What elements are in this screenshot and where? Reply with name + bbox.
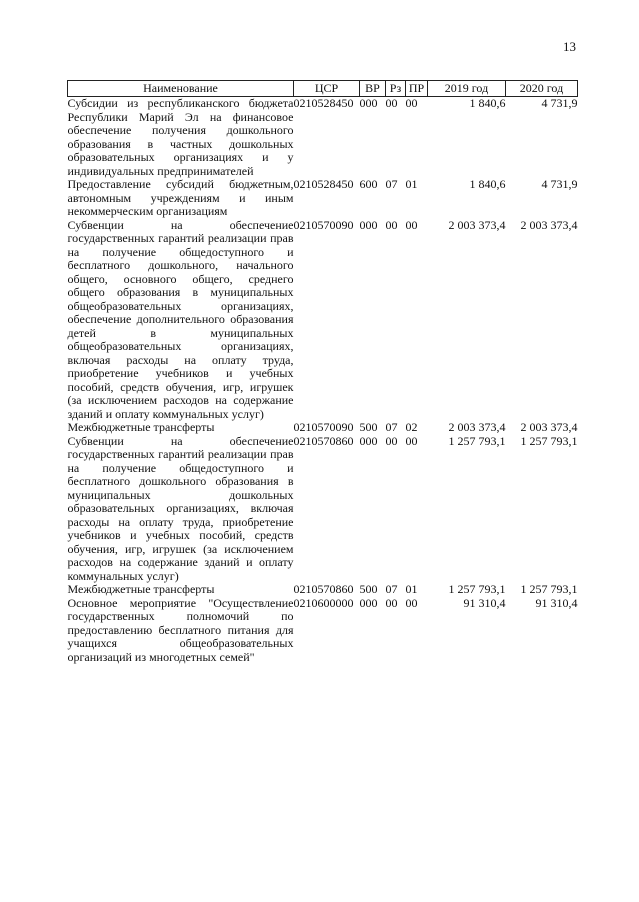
row-vr: 000 [359,96,378,110]
row-csr: 0210570860 [293,433,354,448]
header-2020: 2020 год [506,81,578,97]
row-csr: 0210570090 [293,420,354,434]
table-row [68,178,578,219]
row-2019: 91 310,4 [463,595,506,610]
row-rz: 07 [385,177,398,191]
row-pr: 00 [405,217,418,232]
row-pr: 00 [405,433,418,448]
row-vr: 000 [359,433,378,448]
table-header-row [68,81,578,97]
row-name: Субвенции на обеспечение государственных гарантий реализации прав на получение общедоступного и бесплатного дошкольного, начального общего, основного общего, среднего общего образования в муниципальных общеобразовательных организациях, обеспечение дополнительного образования детей в муниципальных общеобразовательных организациях, включая расходы на оплату труда, приобретение учебников и учебных пособий, средств обучения, игр, игрушек (за исключением расходов на содержание зданий и оплату коммунальных услуг) [67,217,294,421]
row-2020: 2 003 373,4 [520,420,578,434]
header-rz: Рз [386,81,406,97]
row-vr: 500 [359,582,378,596]
row-2020: 2 003 373,4 [520,217,578,232]
row-vr: 000 [359,217,378,232]
row-pr: 01 [405,582,418,596]
table-row [68,435,578,584]
row-2019: 1 257 793,1 [448,582,506,596]
row-pr: 00 [405,595,418,610]
row-csr: 0210570090 [293,217,354,232]
row-2020: 1 257 793,1 [520,433,578,448]
row-vr: 500 [359,420,378,434]
row-csr: 0210528450 [293,177,354,191]
row-2019: 1 840,6 [469,177,506,191]
row-rz: 00 [385,595,398,610]
row-2020: 91 310,4 [535,595,578,610]
row-pr: 02 [405,420,418,434]
header-name: Наименование [68,81,294,97]
table-row [68,219,578,422]
row-rz: 00 [385,217,398,232]
row-rz: 00 [385,96,398,110]
header-vr: ВР [360,81,386,97]
header-2019: 2019 год [428,81,506,97]
row-name: Субвенции на обеспечение государственных гарантий реализации прав на получение общедоступного и бесплатного дошкольного образования в муниципальных дошкольных образовательных организациях, включая расходы на оплату труда, приобретение учебников и учебных пособий, средств обучения, игр, игрушек (за исключением расходов на содержание зданий и оплату коммунальных услуг) [67,433,294,583]
header-csr: ЦСР [294,81,360,97]
row-2019: 1 257 793,1 [448,433,506,448]
table-row [68,421,578,435]
row-2019: 2 003 373,4 [448,217,506,232]
budget-table [67,80,578,664]
row-csr: 0210600000 [293,595,354,610]
row-2020: 4 731,9 [541,96,578,110]
row-pr: 00 [405,96,418,110]
row-2019: 1 840,6 [469,96,506,110]
row-rz: 00 [385,433,398,448]
row-name: Межбюджетные трансферты [67,582,215,596]
row-rz: 07 [385,582,398,596]
table-row [68,97,578,179]
table-row [68,597,578,665]
row-csr: 0210528450 [293,96,354,110]
row-2020: 1 257 793,1 [520,582,578,596]
row-name: Основное мероприятие "Осуществление государственных полномочий по предоставлению бесплатного питания для учащихся общеобразовательных организаций из многодетных семей" [67,595,294,664]
row-vr: 600 [359,177,378,191]
row-name: Субсидии из республиканского бюджета Республики Марий Эл на финансовое обеспечение получения дошкольного образования в частных дошкольных образовательных организациях и у индивидуальных предпринимателей [67,96,294,178]
row-2019: 2 003 373,4 [448,420,506,434]
table-row [68,583,578,597]
row-csr: 0210570860 [293,582,354,596]
header-pr: ПР [406,81,428,97]
page-number: 13 [563,39,576,54]
row-rz: 07 [385,420,398,434]
row-name: Предоставление субсидий бюджетным, автономным учреждениям и иным некоммерческим организациям [67,177,294,218]
row-pr: 01 [405,177,418,191]
row-vr: 000 [359,595,378,610]
row-name: Межбюджетные трансферты [67,420,215,434]
row-2020: 4 731,9 [541,177,578,191]
